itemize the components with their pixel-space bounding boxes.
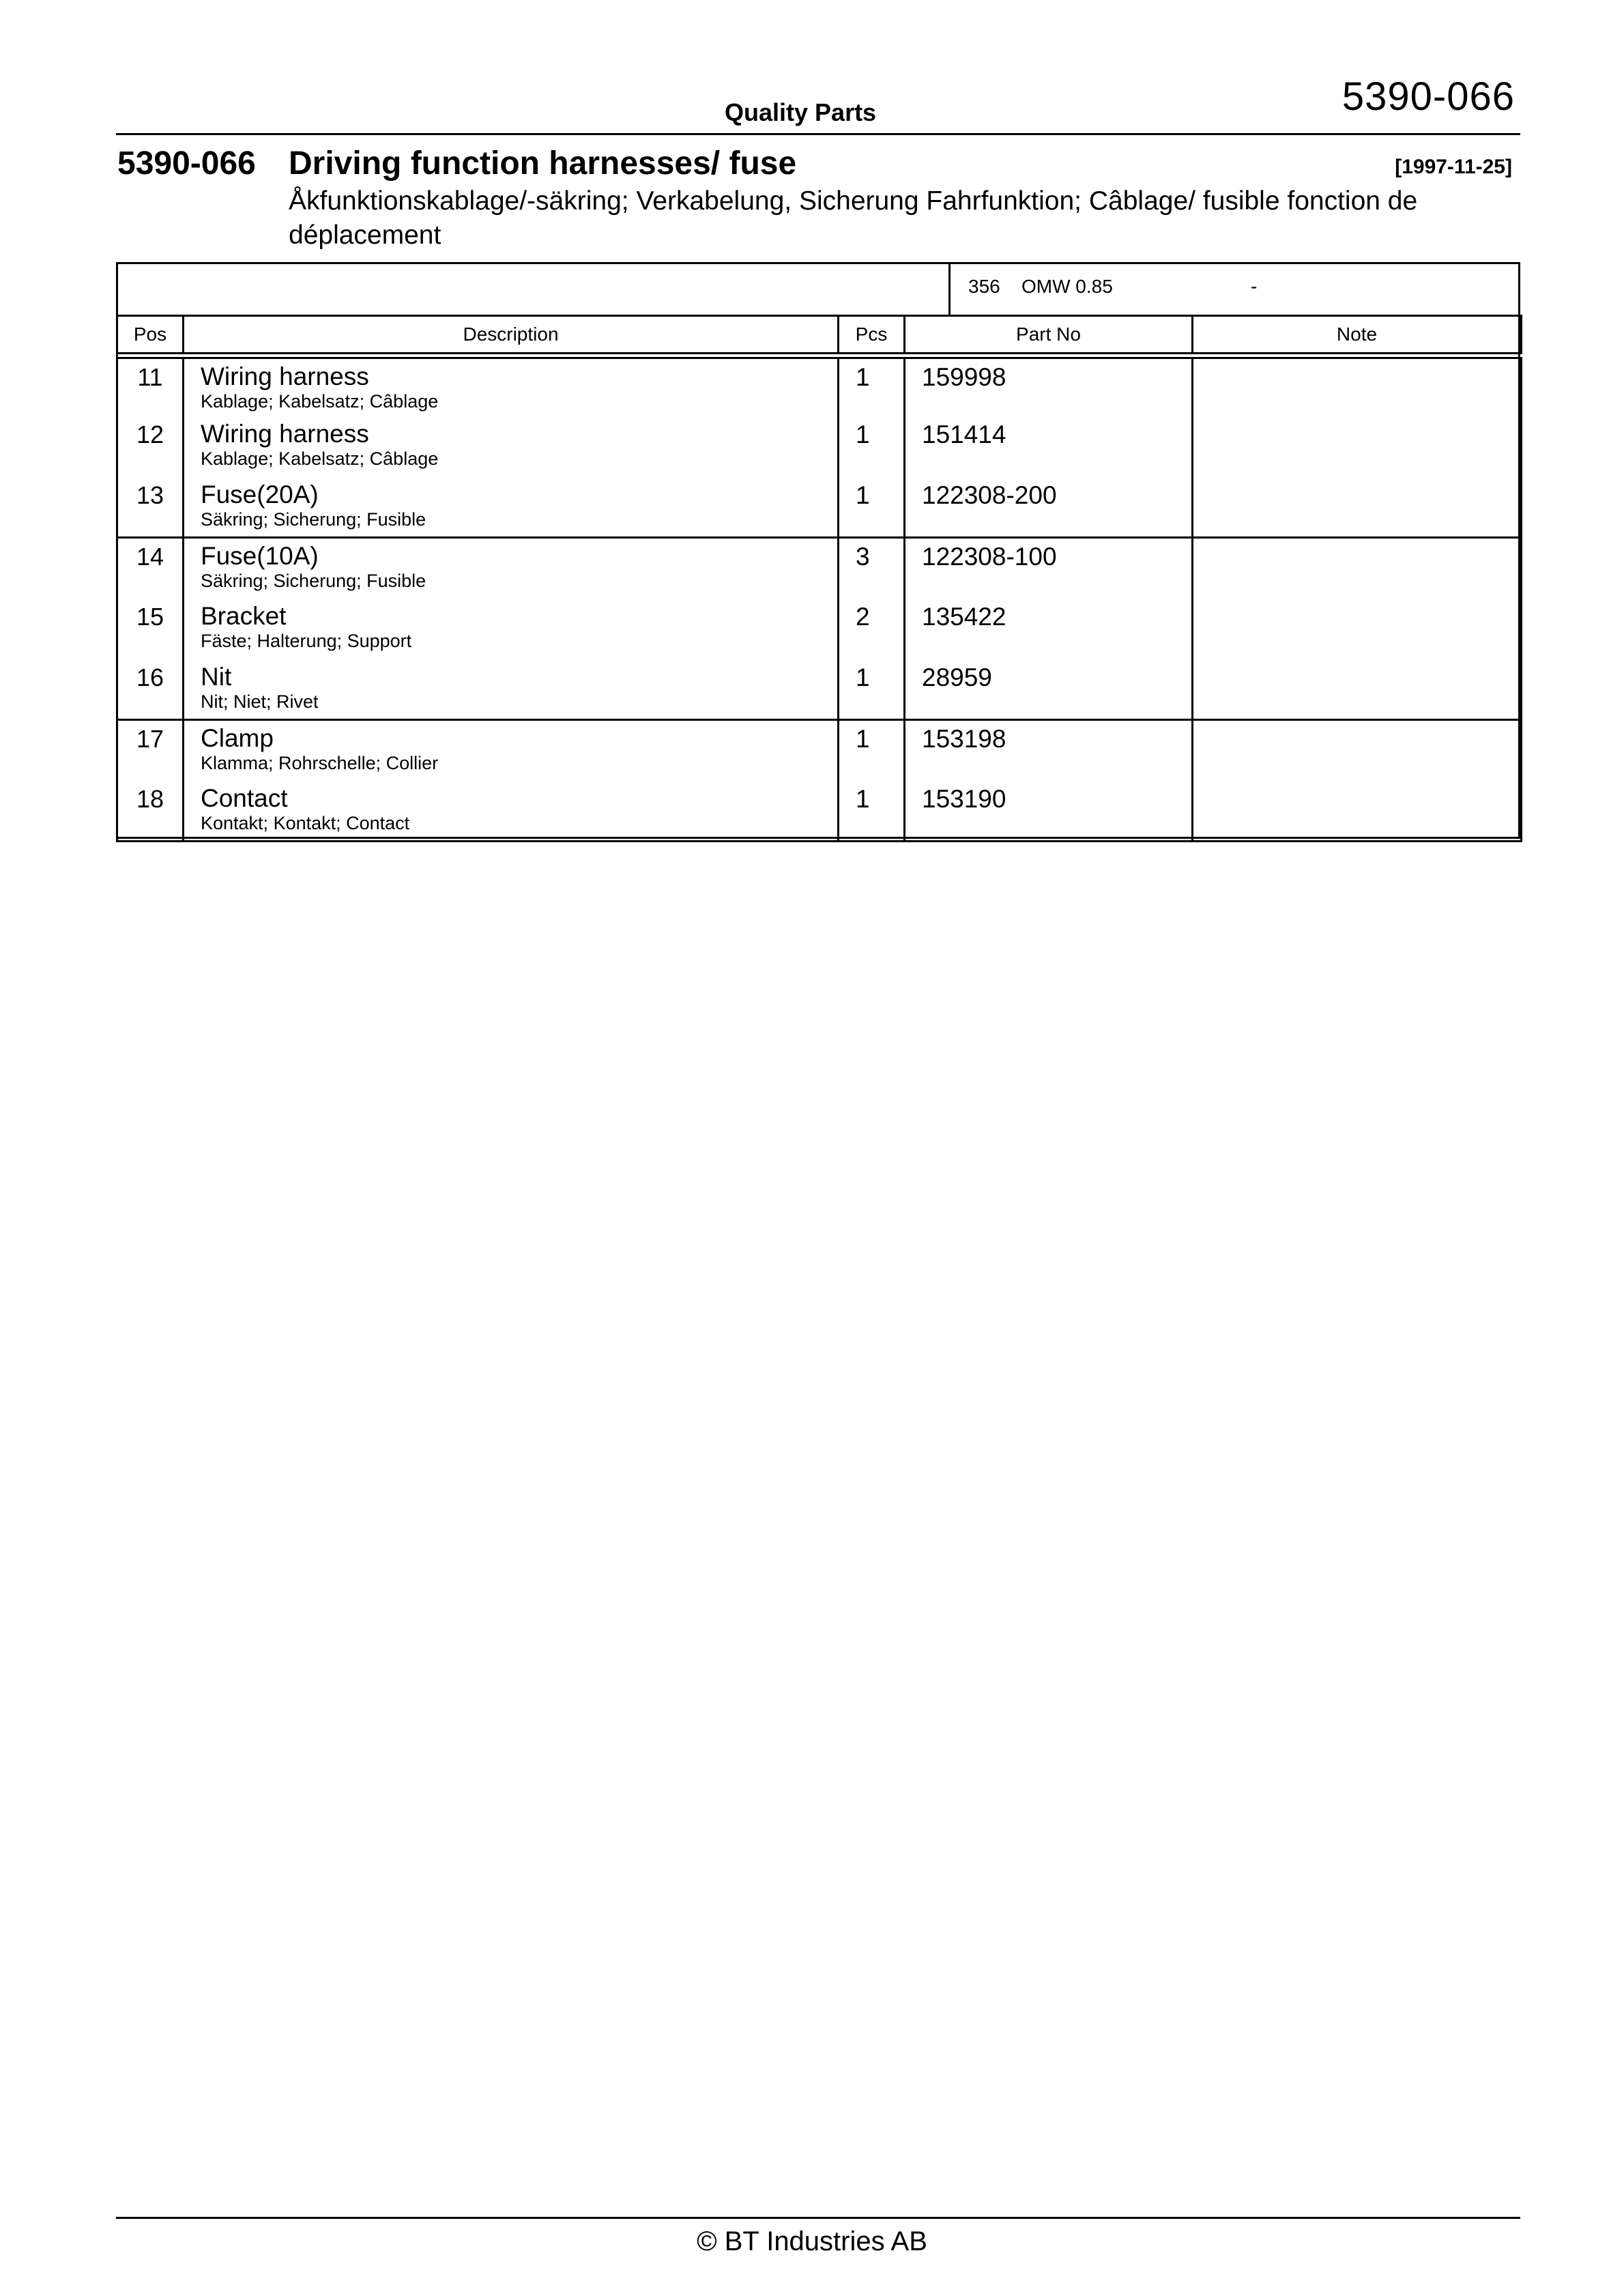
table-row [117, 659, 1522, 720]
cell-pos: 17 [117, 720, 184, 781]
cell-description [184, 781, 839, 842]
item-name: Bracket [201, 601, 287, 630]
header-divider [116, 133, 1520, 135]
item-name: Wiring harness [201, 419, 369, 448]
cell-pcs: 2 [839, 599, 905, 659]
item-translations: Fäste; Halterung; Support [201, 630, 412, 651]
cell-note [1193, 599, 1522, 659]
cell-part-no: 122308-200 [905, 477, 1193, 538]
table-row [117, 599, 1522, 659]
cell-pos: 14 [117, 538, 184, 599]
cell-note [1193, 477, 1522, 538]
cell-note [1193, 659, 1522, 720]
cell-description [184, 659, 839, 720]
header-title: Quality Parts [725, 98, 877, 126]
cell-note [1193, 356, 1522, 416]
item-name: Fuse(10A) [201, 542, 319, 570]
cell-pcs: 1 [839, 720, 905, 781]
page-code: 5390-066 [1342, 74, 1515, 119]
item-name: Wiring harness [201, 362, 369, 390]
table-row [117, 538, 1522, 599]
cell-part-no: 151414 [905, 416, 1193, 477]
cell-part-no: 153198 [905, 720, 1193, 781]
cell-description [184, 599, 839, 659]
model-name: OMW 0.85 [1021, 276, 1113, 297]
cell-pos: 13 [117, 477, 184, 538]
cell-pcs: 1 [839, 416, 905, 477]
cell-pcs: 1 [839, 781, 905, 842]
item-translations: Säkring; Sicherung; Fusible [201, 571, 426, 591]
footer-copyright: © BT Industries AB [697, 2226, 927, 2256]
col-header-part-no: Part No [905, 316, 1193, 356]
cell-note [1193, 720, 1522, 781]
cell-part-no: 28959 [905, 659, 1193, 720]
cell-pos: 16 [117, 659, 184, 720]
cell-description [184, 356, 839, 416]
cell-note [1193, 416, 1522, 477]
cell-pos: 12 [117, 416, 184, 477]
item-translations: Klamma; Rohrschelle; Collier [201, 753, 439, 773]
cell-pcs: 1 [839, 477, 905, 538]
cell-description [184, 477, 839, 538]
col-header-note: Note [1193, 316, 1522, 356]
model-number: 356 [968, 276, 1000, 297]
table-row [117, 720, 1522, 781]
cell-note [1193, 781, 1522, 842]
cell-part-no: 159998 [905, 356, 1193, 416]
section-title: Driving function harnesses/ fuse [289, 145, 797, 182]
item-translations: Kontakt; Kontakt; Contact [201, 812, 410, 833]
cell-pos: 15 [117, 599, 184, 659]
col-header-description: Description [184, 316, 839, 356]
cell-pos: 18 [117, 781, 184, 842]
col-header-pcs: Pcs [839, 316, 905, 356]
table-row [117, 477, 1522, 538]
cell-pcs: 1 [839, 659, 905, 720]
footer-divider [116, 2217, 1520, 2219]
cell-pcs: 3 [839, 538, 905, 599]
model-extra: - [1251, 276, 1258, 297]
cell-description [184, 538, 839, 599]
item-translations: Nit; Niet; Rivet [201, 691, 319, 712]
item-name: Contact [201, 784, 288, 812]
cell-pcs: 1 [839, 356, 905, 416]
item-name: Fuse(20A) [201, 480, 319, 508]
cell-description [184, 416, 839, 477]
parts-table [116, 315, 1522, 842]
cell-part-no: 153190 [905, 781, 1193, 842]
model-box [948, 262, 1520, 317]
table-row [117, 416, 1522, 477]
cell-pos: 11 [117, 356, 184, 416]
item-name: Clamp [201, 724, 274, 752]
item-translations: Säkring; Sicherung; Fusible [201, 508, 426, 530]
section-subtitle: Åkfunktionskablage/-säkring; Verkabelung, Sicherung Fahrfunktion; Câblage/ fusible fonction de déplacement [289, 186, 1418, 250]
section-number: 5390-066 [117, 145, 256, 182]
item-translations: Kablage; Kabelsatz; Câblage [201, 390, 439, 412]
table-row [117, 781, 1522, 842]
table-header-row [117, 316, 1522, 356]
cell-description [184, 720, 839, 781]
cell-part-no: 135422 [905, 599, 1193, 659]
cell-note [1193, 538, 1522, 599]
item-translations: Kablage; Kabelsatz; Câblage [201, 448, 439, 469]
item-name: Nit [201, 662, 232, 691]
table-row [117, 356, 1522, 416]
section-date: [1997-11-25] [1395, 156, 1512, 178]
cell-part-no: 122308-100 [905, 538, 1193, 599]
col-header-pos: Pos [117, 316, 184, 356]
